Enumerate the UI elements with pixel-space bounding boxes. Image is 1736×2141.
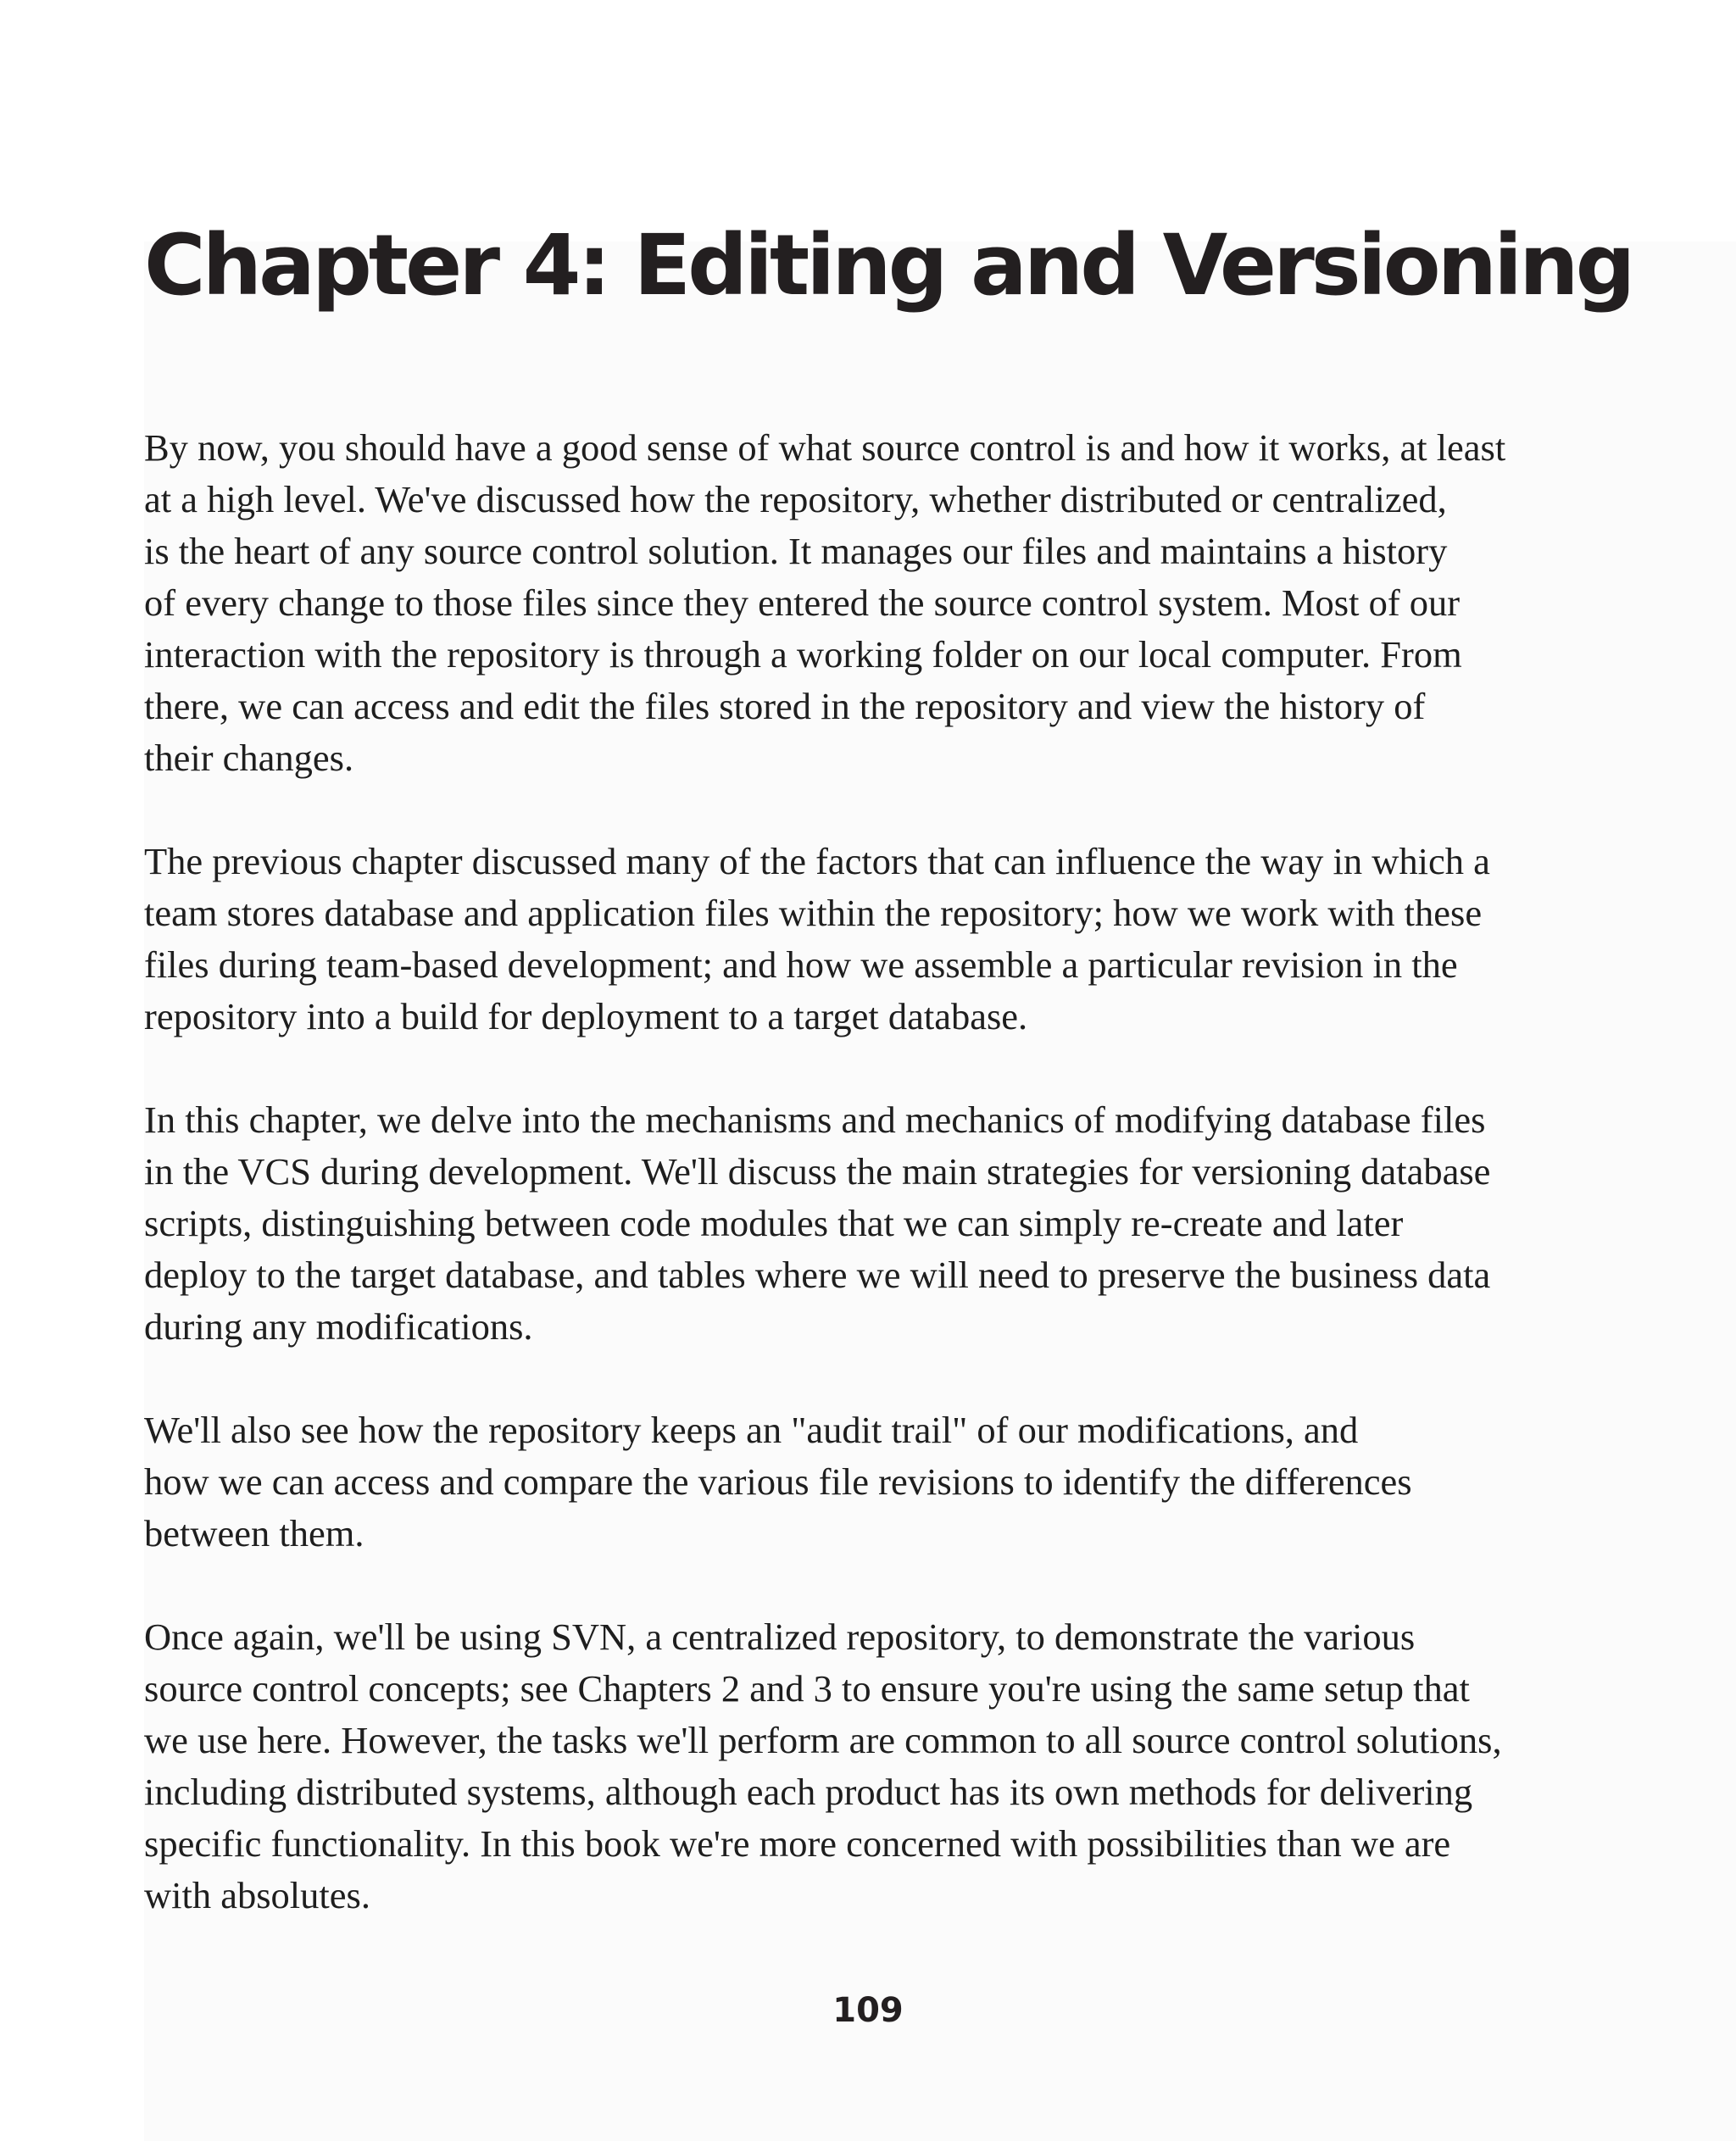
text-line: during any modifications. — [144, 1305, 533, 1348]
text-line: between them. — [144, 1512, 364, 1554]
chapter-body — [144, 422, 1602, 1973]
text-line: there, we can access and edit the files stored in the repository and view the history of — [144, 685, 1426, 727]
paragraph-intro — [144, 422, 1602, 784]
text-line: including distributed systems, although each product has its own methods for delivering — [144, 1771, 1473, 1813]
text-line: By now, you should have a good sense of what source control is and how it works, at least — [144, 426, 1506, 469]
page-number: 109 — [832, 1991, 904, 2030]
text-line: in the VCS during development. We'll discuss the main strategies for versioning database — [144, 1150, 1491, 1193]
text-line: their changes. — [144, 737, 354, 779]
text-line: team stores database and application files within the repository; how we work with these — [144, 892, 1483, 934]
text-line: In this chapter, we delve into the mechanisms and mechanics of modifying database files — [144, 1098, 1486, 1141]
text-line: specific functionality. In this book we're more concerned with possibilities than we are — [144, 1822, 1451, 1865]
text-line: We'll also see how the repository keeps an "audit trail" of our modifications, and — [144, 1409, 1359, 1451]
text-line: of every change to those files since they entered the source control system. Most of our — [144, 581, 1461, 624]
paragraph-svn-setup — [144, 1611, 1602, 1921]
text-line: The previous chapter discussed many of the factors that can influence the way in which a — [144, 840, 1490, 882]
paragraph-previous-chapter — [144, 836, 1602, 1043]
text-line: deploy to the target database, and tables where we will need to preserve the business data — [144, 1254, 1491, 1296]
text-line: Once again, we'll be using SVN, a centralized repository, to demonstrate the various — [144, 1615, 1416, 1658]
text-line: source control concepts; see Chapters 2 and 3 to ensure you're using the same setup that — [144, 1667, 1470, 1710]
paragraph-this-chapter — [144, 1094, 1602, 1353]
text-line: how we can access and compare the various file revisions to identify the differences — [144, 1460, 1412, 1503]
text-line: repository into a build for deployment to a target database. — [144, 995, 1028, 1037]
chapter-title: Chapter 4: Editing and Versioning — [144, 217, 1633, 314]
text-line: is the heart of any source control solution. It manages our files and maintains a history — [144, 530, 1448, 572]
text-line: with absolutes. — [144, 1874, 370, 1916]
text-line: interaction with the repository is through a working folder on our local computer. From — [144, 633, 1462, 676]
paragraph-audit-trail — [144, 1404, 1602, 1560]
text-line: at a high level. We've discussed how the repository, whether distributed or centralized, — [144, 478, 1447, 520]
text-line: we use here. However, the tasks we'll perform are common to all source control solutions, — [144, 1719, 1502, 1761]
text-line: scripts, distinguishing between code modules that we can simply re-create and later — [144, 1202, 1404, 1244]
text-line: files during team-based development; and how we assemble a particular revision in the — [144, 943, 1458, 986]
